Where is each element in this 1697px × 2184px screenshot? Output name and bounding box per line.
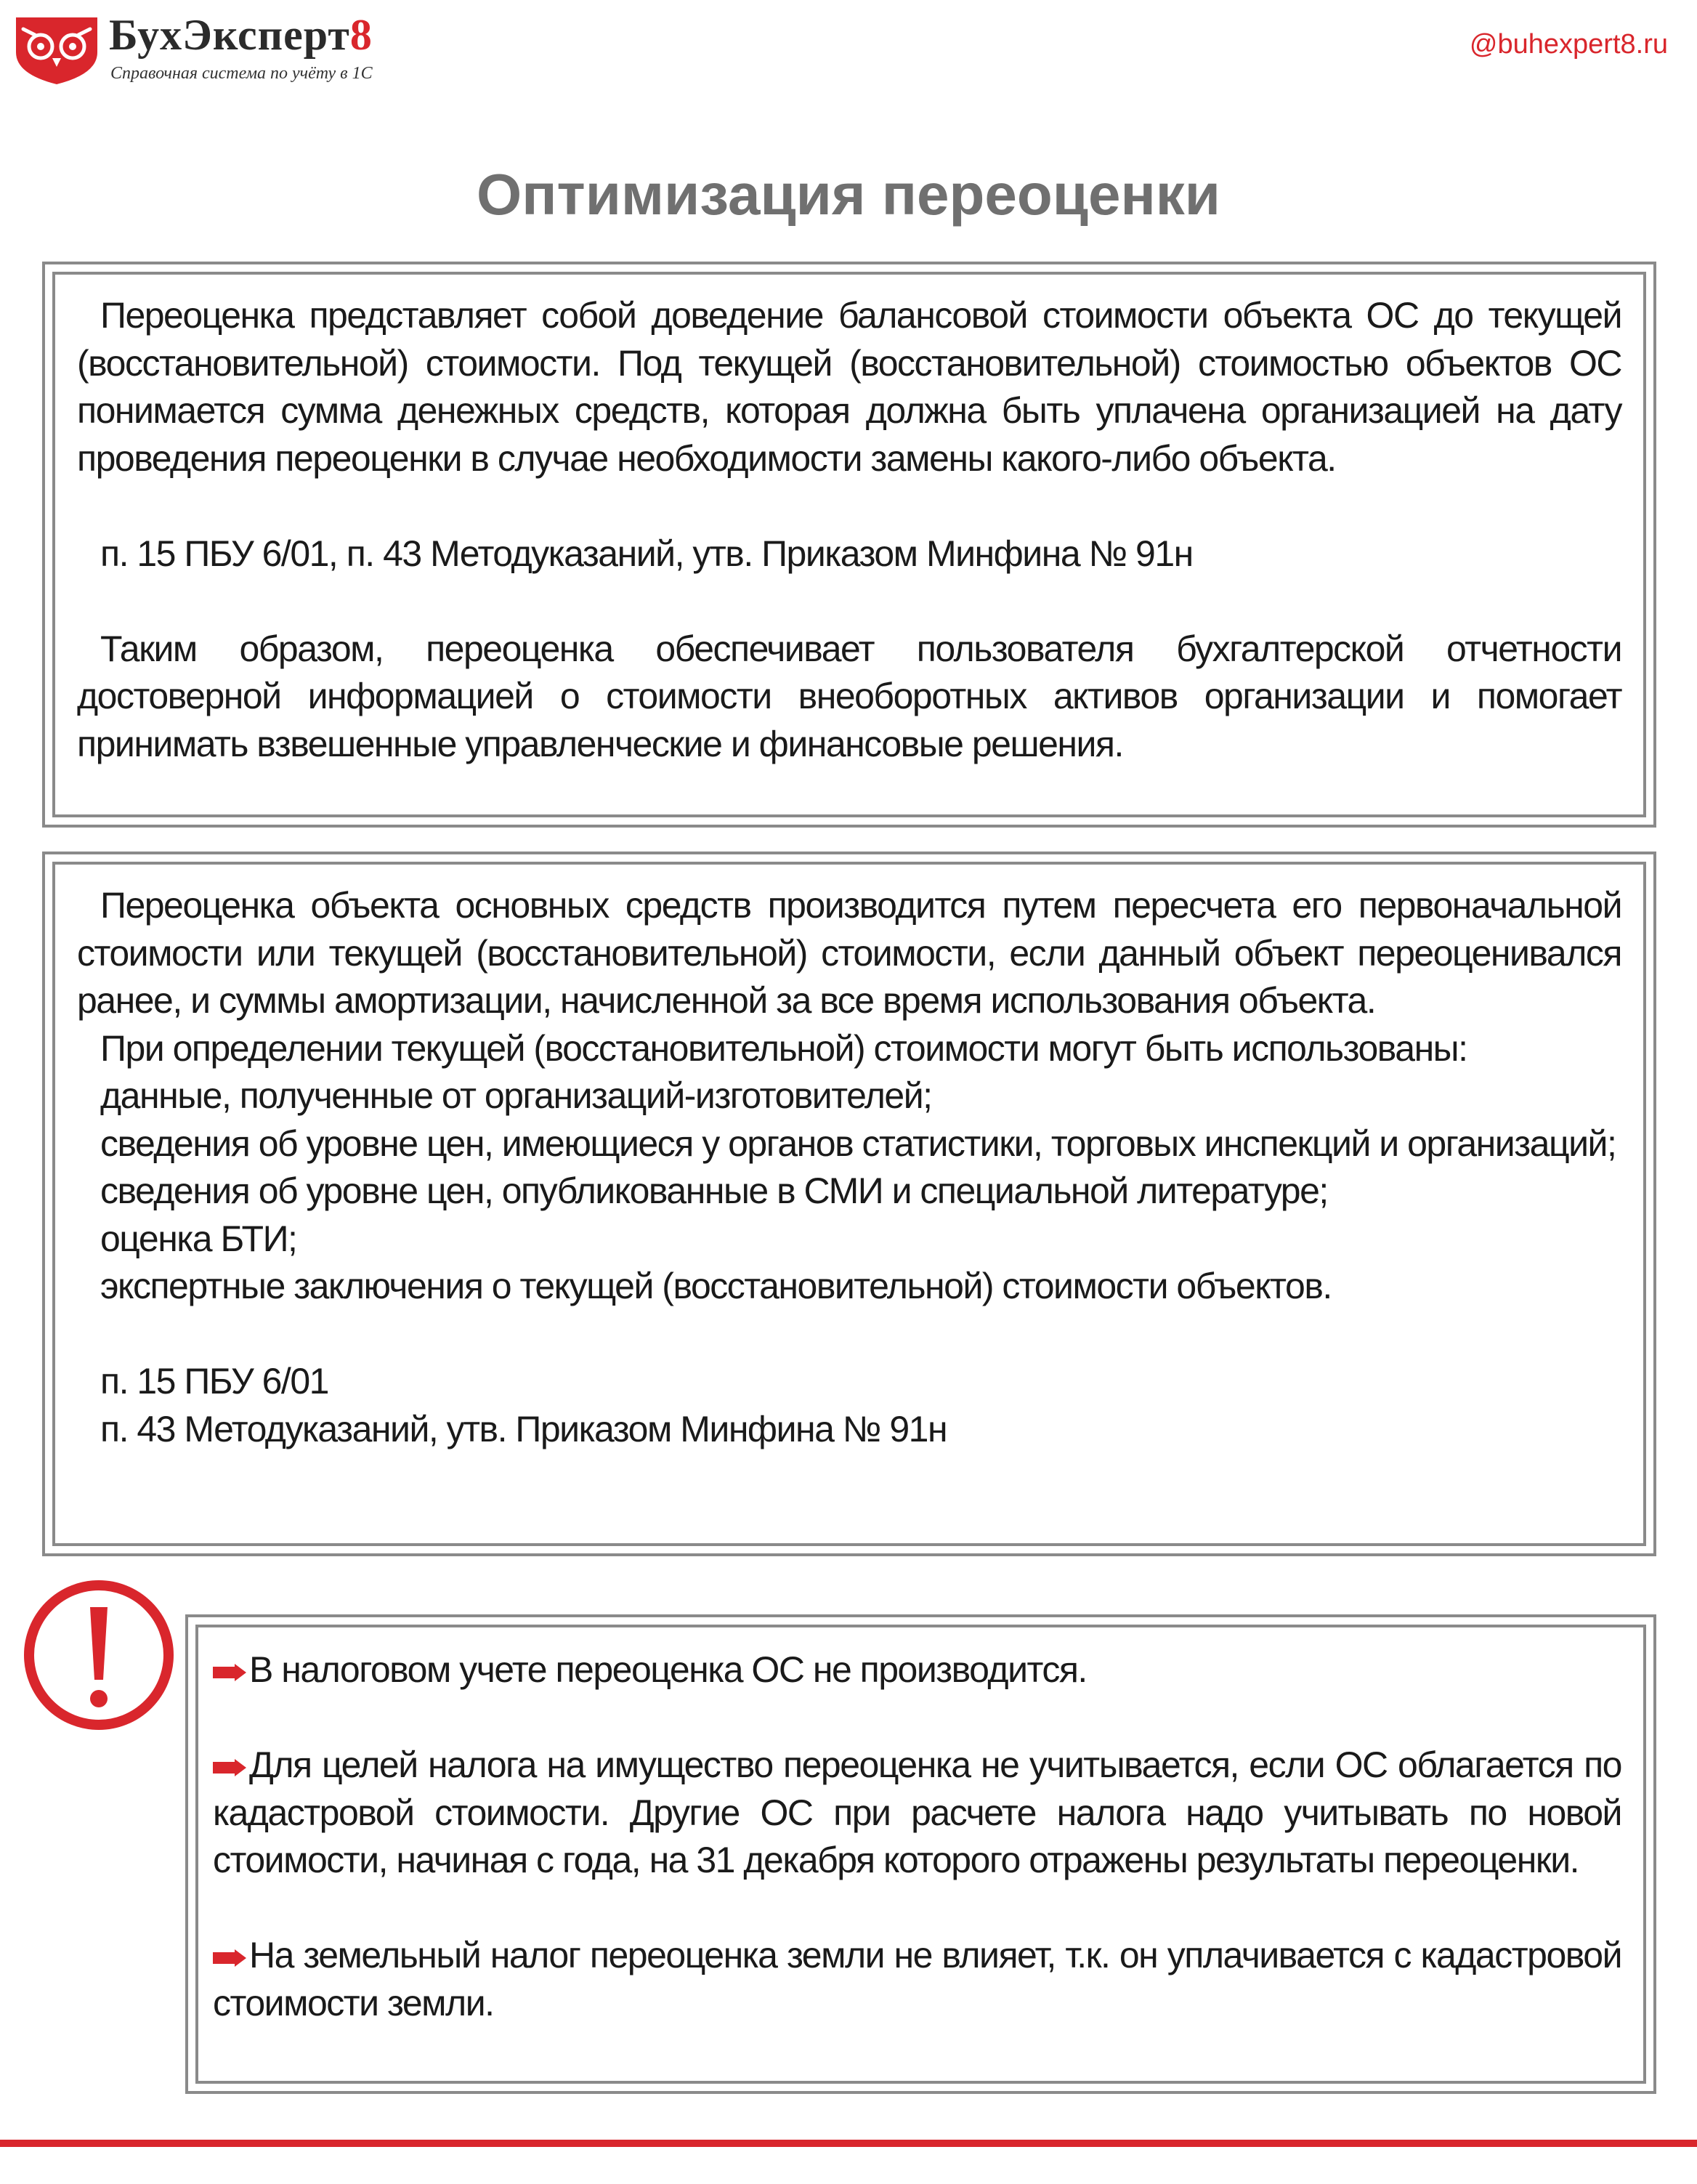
footer-divider	[0, 2140, 1697, 2147]
box1-text	[77, 292, 1621, 768]
list-item: На земельный налог переоценка земли не влияет, т.к. он уплачивается с кадастровой стоимости земли.	[213, 1935, 1621, 2023]
brand-owl-icon	[13, 13, 100, 86]
list-item: данные, полученные от организаций-изготовителей;	[100, 1075, 932, 1116]
box2-ref1: п. 15 ПБУ 6/01	[100, 1361, 328, 1402]
warning-exclamation-icon	[22, 1578, 176, 1732]
list-item: сведения об уровне цен, опубликованные в СМИ и специальной литературе;	[100, 1170, 1328, 1211]
box3-text	[213, 1646, 1621, 2027]
box2-text	[77, 882, 1621, 1453]
brand-logo	[13, 7, 420, 87]
box1-para1: Переоценка представляет собой доведение балансовой стоимости объекта ОС до текущей (восстановительной) стоимости. Под текущей (восстановительной) стоимостью объектов ОС понимается сумма денежных средств, которая должна быть уплачена организацией на дату проведения переоценки в случае необходимости замены какого-либо объекта.	[77, 295, 1621, 479]
box1-reference: п. 15 ПБУ 6/01, п. 43 Методуказаний, утв. Приказом Минфина № 91н	[100, 533, 1193, 574]
box2-intro: При определении текущей (восстановительной) стоимости могут быть использованы:	[100, 1027, 1467, 1069]
box2-para1: Переоценка объекта основных средств производится путем пересчета его первоначальной стоимости или текущей (восстановительной) стоимости, если данный объект переоценивался ранее, и суммы амортизации, начисленной за все время использования объекта.	[77, 885, 1621, 1021]
brand-subtitle: Справочная система по учёту в 1С	[110, 64, 373, 83]
box1-para2: Таким образом, переоценка обеспечивает пользователя бухгалтерской отчетности достоверной информацией о стоимости внеоборотных активов организации и помогает принимать взвешенные управленческие и финансовые решения.	[77, 628, 1621, 764]
page-title: Оптимизация переоценки	[477, 162, 1220, 227]
box2-ref2: п. 43 Методуказаний, утв. Приказом Минфина № 91н	[100, 1408, 947, 1449]
social-handle[interactable]: @buhexpert8.ru	[1469, 29, 1668, 60]
arrow-bullet-icon	[213, 1759, 246, 1776]
info-box-method	[42, 852, 1656, 1556]
brand-name: БухЭксперт8	[109, 11, 373, 59]
arrow-bullet-icon	[213, 1664, 246, 1681]
list-item: оценка БТИ;	[100, 1218, 297, 1259]
info-box-tax-note	[185, 1614, 1656, 2094]
list-item: сведения об уровне цен, имеющиеся у органов статистики, торговых инспекций и организаций;	[100, 1123, 1616, 1164]
list-item: экспертные заключения о текущей (восстановительной) стоимости объектов.	[100, 1266, 1332, 1306]
arrow-bullet-icon	[213, 1949, 246, 1967]
info-box-definition	[42, 262, 1656, 828]
list-item: Для целей налога на имущество переоценка не учитывается, если ОС облагается по кадастровой стоимости. Другие ОС при расчете налога надо учитывать по новой стоимости, начиная с года, на 31 декабря которого отражены результаты переоценки.	[213, 1744, 1621, 1880]
list-item: В налоговом учете переоценка ОС не производится.	[213, 1646, 1621, 1694]
